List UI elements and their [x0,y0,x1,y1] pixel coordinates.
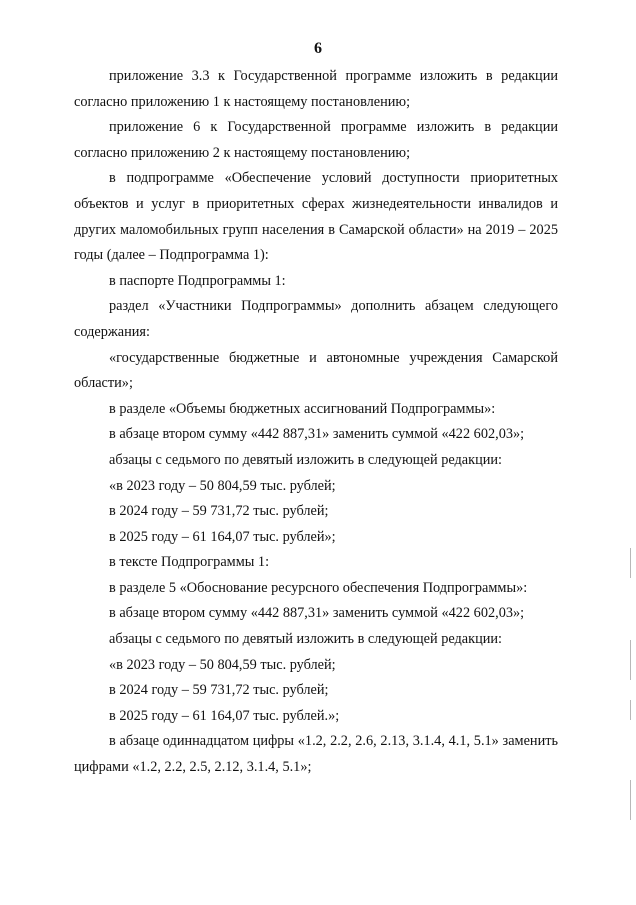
paragraph: в разделе 5 «Обоснование ресурсного обеспечения Подпрограммы»: [109,579,528,596]
paragraph: абзацы с седьмого по девятый изложить в следующей редакции: [109,451,503,468]
paragraph: в абзаце одиннадцатом цифры «1.2, 2.2, 2.6, 2.13, 3.1.4, 4.1, 5.1» заменить цифрами «1.2, 2.2, 2.5, 2.12, 3.1.4, 5.1»; [74,733,558,776]
paragraph: «государственные бюджетные и автономные учреждения Самарской области»; [74,349,558,392]
scan-edge-mark [630,700,631,720]
paragraph: абзацы с седьмого по девятый изложить в следующей редакции: [109,631,503,648]
paragraph: в абзаце втором сумму «442 887,31» заменить суммой «422 602,03»; [109,426,525,443]
paragraph: в тексте Подпрограммы 1: [109,554,270,571]
paragraph: в 2024 году – 59 731,72 тыс. рублей; [109,503,329,520]
paragraph: в подпрограмме «Обеспечение условий доступности приоритетных объектов и услуг в приоритетных сферах жизнедеятельности инвалидов и других маломобильных групп населения в Самарской области» на 2019 – 2025 годы (далее – Подпрограмма 1): [74,170,558,264]
document-body [74,64,558,781]
page-number: 6 [314,40,322,57]
paragraph: в 2025 году – 61 164,07 тыс. рублей»; [109,528,336,545]
paragraph: приложение 3.3 к Государственной программе изложить в редакции согласно приложению 1 к настоящему постановлению; [74,68,558,110]
scan-edge-mark [630,548,631,578]
paragraph: «в 2023 году – 50 804,59 тыс. рублей; [109,656,336,673]
paragraph: в 2025 году – 61 164,07 тыс. рублей.»; [109,707,340,724]
paragraph: «в 2023 году – 50 804,59 тыс. рублей; [109,477,336,494]
paragraph: в паспорте Подпрограммы 1: [109,272,286,289]
paragraph: в разделе «Объемы бюджетных ассигнований Подпрограммы»: [109,400,496,417]
paragraph: в абзаце втором сумму «442 887,31» заменить суммой «422 602,03»; [109,605,525,622]
paragraph: в 2024 году – 59 731,72 тыс. рублей; [109,682,329,699]
scan-edge-mark [630,640,631,680]
paragraph: приложение 6 к Государственной программе изложить в редакции согласно приложению 2 к настоящему постановлению; [74,119,558,161]
scan-edge-mark [630,780,631,820]
paragraph: раздел «Участники Подпрограммы» дополнить абзацем следующего содержания: [74,298,558,340]
